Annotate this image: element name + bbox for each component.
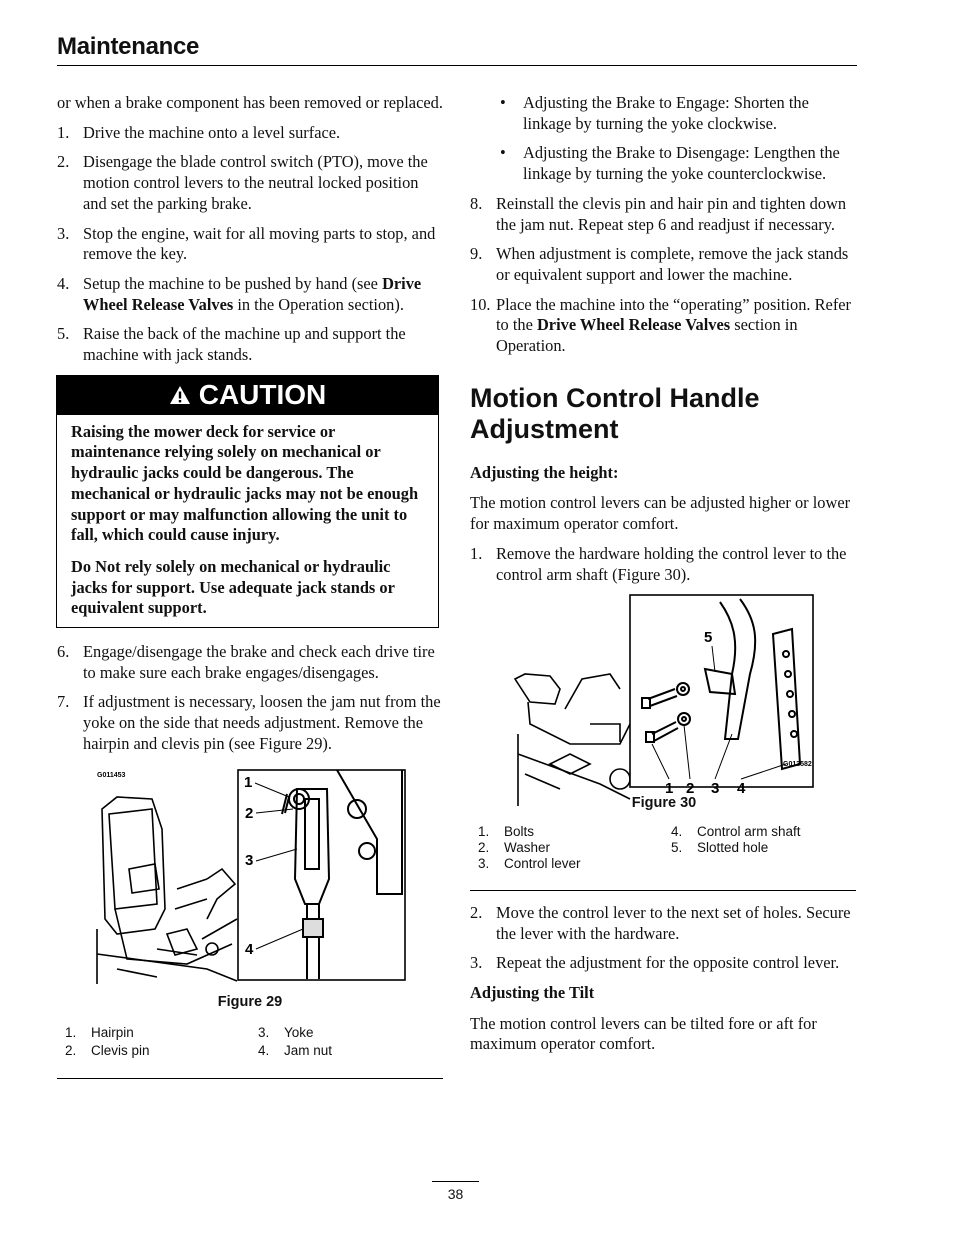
caution-box — [56, 375, 439, 628]
step-text: Drive the machine onto a level surface. — [83, 122, 341, 142]
step-number: 1. — [57, 122, 70, 142]
subsection-heading: Adjusting the Tilt — [470, 983, 595, 1003]
figure-30 — [470, 594, 858, 809]
step-text: When adjustment is complete, remove the jack stands or equivalent support and lower the machine. — [496, 244, 849, 284]
step-text: Repeat the adjustment for the opposite control lever. — [496, 953, 840, 973]
figure-divider — [470, 890, 856, 891]
figure-code: G013582 — [783, 761, 812, 769]
step-number: 6. — [57, 642, 70, 662]
step-item — [470, 903, 858, 944]
step-text: Move the control lever to the next set of holes. Secure the lever with the hardware. — [496, 902, 851, 943]
step-text: Stop the engine, wait for all moving parts to stop, and remove the key. — [83, 223, 436, 264]
figure-divider — [57, 1078, 443, 1079]
legend-item — [65, 1024, 258, 1042]
callout-3: 3 — [711, 780, 720, 798]
right-column — [470, 93, 858, 1064]
legend-item — [258, 1024, 451, 1042]
callout-1: 1 — [244, 773, 253, 791]
step-text-post: in the Operation section). — [233, 294, 404, 314]
step-text: Engage/disengage the brake and check each drive tire to make sure each brake engages/disengages. — [83, 642, 435, 682]
step-text: Reinstall the clevis pin and hair pin and tighten down the jam nut. Repeat step 6 and readjust if necessary. — [496, 193, 847, 234]
step-item — [57, 224, 443, 265]
step-number: 10. — [470, 294, 491, 314]
figure-legend — [478, 824, 858, 872]
left-column — [57, 93, 443, 1079]
legend-label: Slotted hole — [697, 839, 769, 855]
step-number: 8. — [470, 193, 483, 213]
legend-label: Hairpin — [91, 1025, 134, 1041]
callout-5: 5 — [704, 629, 713, 647]
warning-triangle-icon — [169, 385, 191, 405]
section-header: Maintenance — [57, 33, 200, 60]
legend-item — [478, 840, 671, 856]
legend-number: 2. — [65, 1043, 77, 1059]
step-number: 5. — [57, 324, 70, 344]
legend-item — [478, 824, 671, 840]
step-number: 9. — [470, 244, 483, 264]
step-text-post: section in Operation. — [496, 315, 798, 356]
callout-2: 2 — [245, 804, 254, 822]
legend-number: 2. — [478, 839, 490, 855]
step-text — [83, 274, 443, 315]
callout-2: 2 — [686, 780, 695, 798]
legend-item — [478, 856, 671, 872]
paragraph: The motion control levers can be adjusted higher or lower for maximum operator comfort. — [470, 493, 851, 534]
legend-label: Bolts — [504, 823, 535, 839]
header-rule — [57, 65, 857, 66]
legend-label: Jam nut — [284, 1043, 333, 1059]
step-number: 4. — [57, 273, 70, 293]
step-item — [57, 642, 443, 683]
page-number: 38 — [447, 1186, 464, 1202]
legend-number: 4. — [671, 823, 683, 839]
legend-number: 3. — [478, 855, 490, 871]
step-number: 2. — [57, 152, 70, 172]
legend-number: 5. — [671, 839, 683, 855]
step-item — [470, 295, 858, 357]
legend-item — [65, 1042, 258, 1060]
bullet-text: Adjusting the Brake to Disengage: Lengthen the linkage by turning the yoke counterclockwise. — [523, 143, 840, 184]
step-number: 2. — [470, 902, 483, 922]
legend-number: 1. — [478, 823, 490, 839]
step-item — [57, 123, 443, 144]
figure-legend — [65, 1024, 443, 1060]
step-text: If adjustment is necessary, loosen the jam nut from the yoke on the side that needs adjustment. Remove the hairpin and clevis pin (see Figure 29). — [83, 692, 441, 753]
caution-body — [57, 415, 438, 627]
step-text: Remove the hardware holding the control lever to the control arm shaft (Figure 30). — [496, 543, 847, 584]
step-text-pre: Setup the machine to be pushed by hand (see — [83, 273, 383, 293]
step-item — [57, 274, 443, 315]
bullet-text: Adjusting the Brake to Engage: Shorten the linkage by turning the yoke clockwise. — [523, 93, 809, 133]
step-item — [57, 692, 443, 754]
section-title: Motion Control Handle Adjustment — [470, 382, 760, 444]
figure-caption: Figure 30 — [631, 795, 697, 812]
step-item — [470, 194, 858, 235]
bullet-item — [500, 93, 858, 134]
intro-paragraph: or when a brake component has been removed or replaced. — [57, 93, 443, 112]
figure-code: G011453 — [97, 771, 126, 779]
bullet-item — [500, 143, 858, 184]
brake-linkage-illustration — [57, 769, 443, 989]
legend-item — [671, 840, 864, 856]
callout-4: 4 — [737, 780, 746, 798]
caution-header — [57, 376, 438, 415]
legend-item — [258, 1042, 451, 1060]
figure-caption: Figure 29 — [217, 993, 283, 1010]
step-item — [57, 152, 443, 214]
callout-4: 4 — [245, 940, 254, 958]
figure-29 — [57, 769, 443, 989]
step-item — [57, 324, 443, 365]
caution-paragraph: Raising the mower deck for service or maintenance relying solely on mechanical or hydraulic jacks could be dangerous. The mechanical or hydraulic jacks may not be enough support or may malfunction allowing the unit to fall, which could cause injury. — [71, 421, 419, 545]
step-number: 1. — [470, 543, 483, 563]
paragraph: The motion control levers can be tilted fore or aft for maximum operator comfort. — [470, 1013, 817, 1054]
step-text-pre: Place the machine into the “operating” position. Refer to the — [496, 294, 852, 335]
footer-rule — [432, 1181, 479, 1182]
step-text: Disengage the blade control switch (PTO), move the motion control levers to the neutral locked position and set the parking brake. — [83, 152, 428, 213]
step-item — [470, 244, 858, 285]
legend-label: Yoke — [284, 1025, 314, 1041]
callout-3: 3 — [245, 851, 254, 869]
step-text — [496, 295, 858, 357]
cross-reference-link[interactable]: Drive Wheel Release Valves — [536, 315, 731, 335]
caution-paragraph: Do Not rely solely on mechanical or hydraulic jacks for support. Use adequate jack stands or equivalent support. — [71, 556, 395, 618]
caution-label: CAUTION — [198, 378, 327, 410]
legend-item — [671, 824, 864, 840]
legend-label: Control lever — [504, 855, 581, 871]
step-number: 3. — [57, 223, 70, 243]
cross-reference-link[interactable]: Drive Wheel Release Valves — [83, 273, 422, 314]
legend-label: Clevis pin — [91, 1043, 150, 1059]
step-number: 7. — [57, 692, 70, 712]
step-item — [470, 544, 858, 585]
legend-label: Washer — [504, 839, 551, 855]
legend-number: 4. — [258, 1043, 270, 1059]
step-number: 3. — [470, 953, 483, 973]
subsection-heading: Adjusting the height: — [470, 462, 619, 482]
legend-label: Control arm shaft — [697, 823, 801, 839]
callout-1: 1 — [665, 780, 674, 798]
control-lever-illustration — [470, 594, 858, 809]
step-text: Raise the back of the machine up and support the machine with jack stands. — [83, 324, 406, 365]
legend-number: 3. — [258, 1025, 270, 1041]
step-item — [470, 953, 858, 974]
bullet-mark: • — [500, 93, 506, 112]
legend-number: 1. — [65, 1025, 77, 1041]
bullet-mark: • — [500, 143, 506, 163]
